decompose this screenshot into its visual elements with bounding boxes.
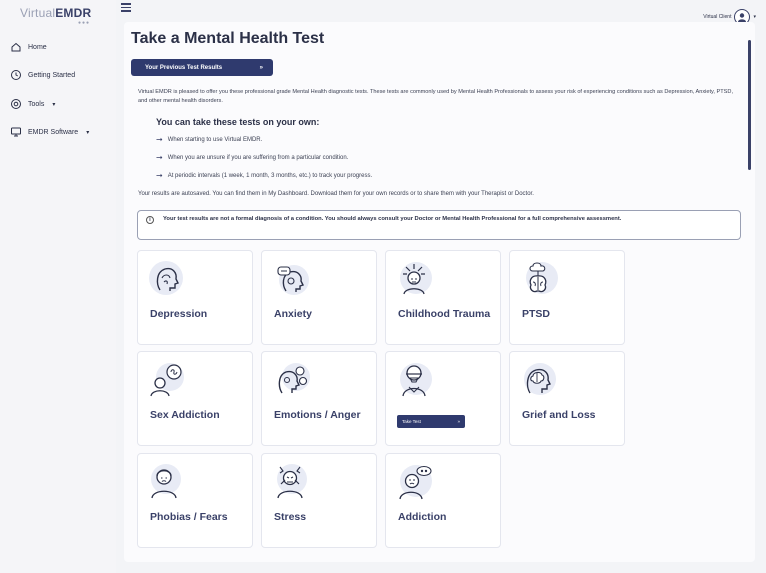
person-mask-icon [394,359,434,399]
brain-cloud-icon [518,258,558,298]
test-card-emotions-anger[interactable] [261,351,377,446]
sidebar-item-home[interactable] [10,41,47,53]
test-card-depression[interactable] [137,250,253,345]
emotions-icon [270,359,310,399]
user-name: Virtual Client [703,14,732,20]
previous-results-label: Your Previous Test Results [145,64,223,71]
page-title: Take a Mental Health Test [131,30,325,47]
test-card-label: Emotions / Anger [274,409,361,421]
test-card-label: PTSD [522,308,551,320]
list-item-text: When starting to use Virtual EMDR. [167,136,263,143]
take-test-label: Take Test [402,419,421,424]
scrollbar[interactable] [748,40,751,170]
gear-icon [10,98,22,110]
addiction-icon [394,461,434,501]
test-card-hovered[interactable] [385,351,501,446]
info-icon: i [146,216,154,224]
test-card-anxiety[interactable] [261,250,377,345]
section-subheading: You can take these tests on your own: [156,117,320,127]
autosave-note: Your results are autosaved. You can find them in My Dashboard. Download them for your own records or to share them with your Therapist or Doctor. [138,191,534,197]
list-item [156,153,348,162]
test-card-grief-and-loss[interactable] [509,351,625,446]
logo-dots-icon: ●●● [78,20,91,26]
logo-text-bold: EMDR [55,6,92,20]
test-card-sex-addiction[interactable] [137,351,253,446]
sidebar-item-getting-started[interactable] [10,69,75,81]
sex-addiction-icon [146,359,186,399]
arrow-right-icon: ➞ [156,153,163,162]
test-card-label: Stress [274,511,307,523]
sidebar-item-emdr-software[interactable] [10,126,89,138]
previous-results-button[interactable] [131,59,273,76]
sidebar-item-label: EMDR Software [28,128,79,136]
list-item-text: At periodic intervals (1 week, 1 month, 3 months, etc.) to track your progress. [167,172,373,179]
test-card-childhood-trauma[interactable] [385,250,501,345]
fearful-person-icon [146,461,186,501]
list-item [156,171,372,180]
test-card-label: Anxiety [274,308,312,320]
stressed-person-icon [270,461,310,501]
brain-head-icon [518,359,558,399]
sidebar-item-label: Home [28,43,47,51]
disclaimer-text: Your test results are not a formal diagnosis of a condition. You should always consult your Doctor or Mental Health Professional for a full comprehensive assessment. [163,216,622,222]
monitor-icon [10,126,22,138]
logo[interactable] [20,6,91,20]
child-trauma-icon [394,258,434,298]
test-card-label: Phobias / Fears [150,511,228,523]
arrow-right-icon: ➞ [156,135,163,144]
list-item-text: When you are unsure if you are suffering from a particular condition. [167,154,349,161]
chevron-down-icon: ▾ [52,101,56,108]
test-card-label: Sex Addiction [150,409,220,421]
chevron-down-icon: ▾ [753,14,756,20]
test-card-label: Depression [150,308,208,320]
logo-text-light: Virtual [20,6,56,20]
sidebar-item-label: Getting Started [28,71,76,79]
test-card-label: Childhood Trauma [398,308,491,320]
chevron-down-icon: ▾ [86,129,90,136]
home-icon [10,41,22,53]
test-card-label: Addiction [398,511,447,523]
sidebar-item-label: Tools [28,100,45,108]
double-chevron-right-icon: » [259,64,263,71]
test-card-label: Grief and Loss [522,409,596,421]
test-card-stress[interactable] [261,453,377,548]
list-item [156,135,262,144]
disclaimer-notice [137,210,741,240]
test-card-ptsd[interactable] [509,250,625,345]
head-profile-icon [146,258,186,298]
clock-icon [10,69,22,81]
menu-icon[interactable] [121,3,131,11]
sidebar-item-tools[interactable] [10,98,55,110]
intro-text: Virtual EMDR is pleased to offer you these professional grade Mental Health diagnostic tests. These tests are commonly used by Mental Health Professionals to assess your risk of experiencing conditions such as Depression, Anxiety, PTSD, and other mental health disorders. [138,89,733,104]
anxious-head-icon [270,258,310,298]
test-card-phobias-fears[interactable] [137,453,253,548]
sidebar [0,0,116,573]
arrow-right-icon: ➞ [156,171,163,180]
take-test-button[interactable] [397,415,465,428]
double-chevron-right-icon: » [457,419,460,424]
test-card-addiction[interactable] [385,453,501,548]
